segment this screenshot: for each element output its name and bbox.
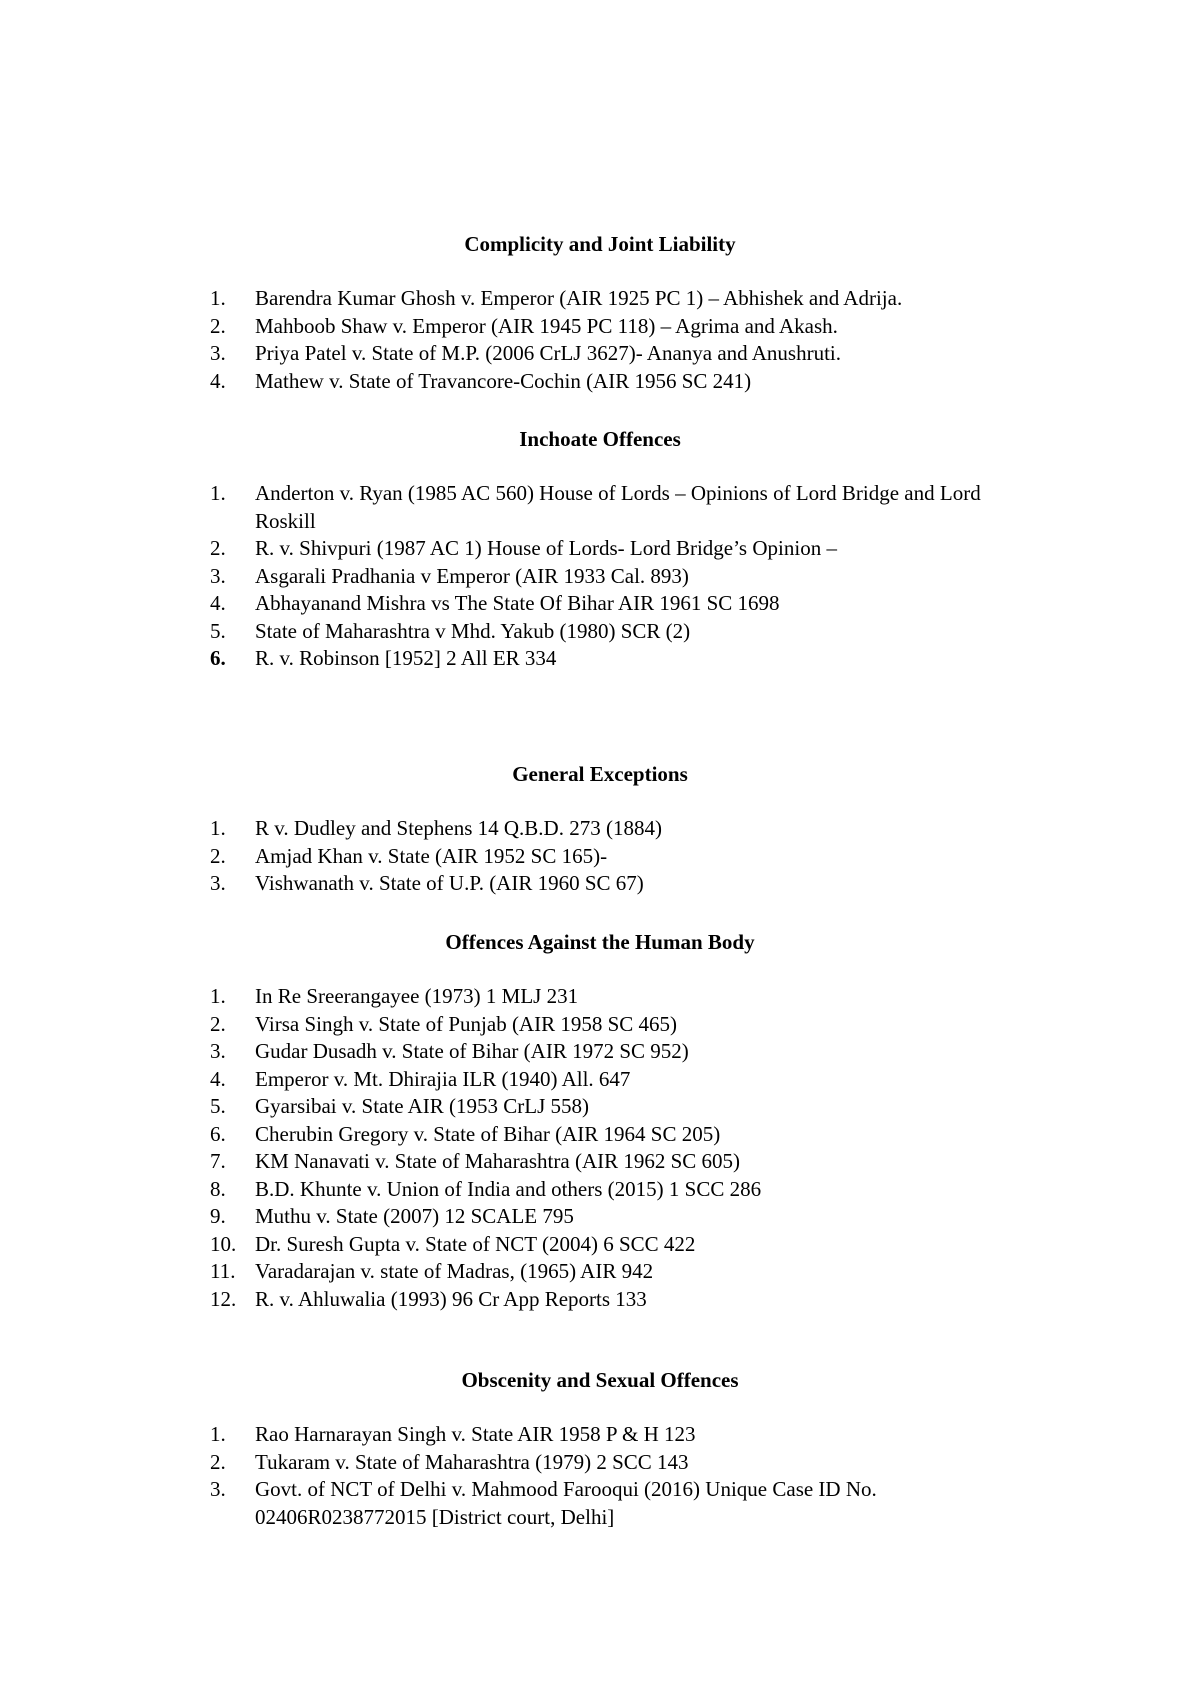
case-citation: Vishwanath v. State of U.P. (AIR 1960 SC 67) [255, 871, 644, 895]
case-citation: Gyarsibai v. State AIR (1953 CrLJ 558) [255, 1094, 590, 1118]
case-citation: Gudar Dusadh v. State of Bihar (AIR 1972 SC 952) [255, 1039, 689, 1063]
list-item [0, 843, 1200, 871]
case-citation: Abhayanand Mishra vs The State Of Bihar AIR 1961 SC 1698 [255, 591, 780, 615]
case-citation: Cherubin Gregory v. State of Bihar (AIR 1964 SC 205) [255, 1121, 721, 1146]
list-item [0, 590, 1200, 618]
list-item [0, 870, 1200, 898]
item-number: 12. [210, 1286, 237, 1311]
case-citation: Muthu v. State (2007) 12 SCALE 795 [255, 1204, 574, 1228]
case-citation: R. v. Ahluwalia (1993) 96 Cr App Reports 133 [255, 1286, 647, 1311]
case-list [0, 1421, 1200, 1531]
item-number: 6. [210, 646, 226, 670]
item-number: 9. [210, 1204, 226, 1228]
item-number: 3. [210, 1477, 226, 1501]
case-citation: R. v. Shivpuri (1987 AC 1) House of Lords- Lord Bridge’s Opinion – [255, 536, 837, 560]
list-item [0, 1011, 1200, 1039]
case-citation: Varadarajan v. state of Madras, (1965) AIR 942 [255, 1259, 654, 1283]
item-number: 3. [210, 341, 226, 365]
list-item [0, 368, 1200, 396]
item-number: 3. [210, 563, 226, 588]
item-number: 1. [210, 816, 226, 840]
list-item [0, 1231, 1200, 1259]
item-number: 1. [210, 286, 226, 310]
case-citation: State of Maharashtra v Mhd. Yakub (1980) SCR (2) [255, 618, 691, 643]
list-item [0, 815, 1200, 843]
list-item [0, 1286, 1200, 1314]
item-number: 4. [210, 368, 226, 393]
case-citation: Barendra Kumar Ghosh v. Emperor (AIR 1925 PC 1) – Abhishek and Adrija. [255, 286, 903, 310]
case-citation: B.D. Khunte v. Union of India and others (2015) 1 SCC 286 [255, 1176, 762, 1201]
item-number: 3. [210, 871, 226, 895]
list-item [0, 1066, 1200, 1094]
list-item [0, 983, 1200, 1011]
item-number: 2. [210, 536, 226, 560]
section-heading: General Exceptions [512, 762, 688, 786]
case-citation: Anderton v. Ryan (1985 AC 560) House of Lords – Opinions of Lord Bridge and Lord Roskill [255, 481, 981, 533]
case-citation: Mathew v. State of Travancore-Cochin (AIR 1956 SC 241) [255, 368, 752, 393]
list-item [0, 535, 1200, 563]
case-citation: Mahboob Shaw v. Emperor (AIR 1945 PC 118) – Agrima and Akash. [255, 313, 838, 338]
list-item [0, 1093, 1200, 1121]
item-number: 8. [210, 1176, 226, 1201]
item-number: 1. [210, 481, 226, 505]
item-number: 1. [210, 1422, 226, 1446]
list-item [0, 1449, 1200, 1477]
list-item [0, 1121, 1200, 1149]
item-number: 4. [210, 591, 226, 615]
case-citation: R. v. Robinson [1952] 2 All ER 334 [255, 646, 557, 670]
section-heading: Obscenity and Sexual Offences [461, 1368, 739, 1392]
case-citation: Tukaram v. State of Maharashtra (1979) 2 SCC 143 [255, 1449, 689, 1474]
list-item [0, 1148, 1200, 1176]
case-citation: R v. Dudley and Stephens 14 Q.B.D. 273 (1884) [255, 816, 662, 840]
list-item [0, 285, 1200, 313]
item-number: 1. [210, 984, 226, 1008]
list-item [0, 1176, 1200, 1204]
item-number: 5. [210, 618, 226, 643]
item-number: 3. [210, 1039, 226, 1063]
list-item [0, 618, 1200, 646]
case-citation: Govt. of NCT of Delhi v. Mahmood Farooqui (2016) Unique Case ID No. 02406R0238772015 [District court, Delhi] [255, 1477, 877, 1529]
list-item [0, 340, 1200, 368]
section-heading: Offences Against the Human Body [445, 930, 755, 954]
list-item [0, 1203, 1200, 1231]
list-item [0, 1258, 1200, 1286]
case-list [0, 983, 1200, 1313]
case-citation: Asgarali Pradhania v Emperor (AIR 1933 Cal. 893) [255, 563, 689, 588]
case-citation: Amjad Khan v. State (AIR 1952 SC 165)- [255, 843, 608, 868]
list-item [0, 480, 1200, 535]
item-number: 6. [210, 1121, 226, 1146]
list-item [0, 1476, 1200, 1531]
case-citation: KM Nanavati v. State of Maharashtra (AIR 1962 SC 605) [255, 1149, 741, 1173]
item-number: 10. [210, 1231, 237, 1256]
list-item [0, 1038, 1200, 1066]
case-citation: Rao Harnarayan Singh v. State AIR 1958 P & H 123 [255, 1422, 696, 1446]
case-list [0, 815, 1200, 898]
case-list [0, 480, 1200, 673]
case-list [0, 285, 1200, 395]
case-citation: Dr. Suresh Gupta v. State of NCT (2004) 6 SCC 422 [255, 1231, 696, 1256]
list-item [0, 313, 1200, 341]
item-number: 11. [210, 1259, 236, 1283]
item-number: 5. [210, 1094, 226, 1118]
item-number: 2. [210, 1011, 226, 1036]
case-citation: Emperor v. Mt. Dhirajia ILR (1940) All. 647 [255, 1066, 631, 1091]
list-item [0, 563, 1200, 591]
list-item [0, 1421, 1200, 1449]
item-number: 2. [210, 1449, 226, 1474]
item-number: 7. [210, 1149, 226, 1173]
item-number: 4. [210, 1066, 226, 1091]
item-number: 2. [210, 843, 226, 868]
case-citation: Priya Patel v. State of M.P. (2006 CrLJ 3627)- Ananya and Anushruti. [255, 341, 842, 365]
section-heading: Complicity and Joint Liability [464, 232, 736, 256]
list-item [0, 645, 1200, 673]
section-heading: Inchoate Offences [519, 427, 681, 451]
case-citation: In Re Sreerangayee (1973) 1 MLJ 231 [255, 984, 579, 1008]
case-citation: Virsa Singh v. State of Punjab (AIR 1958 SC 465) [255, 1011, 678, 1036]
item-number: 2. [210, 313, 226, 338]
